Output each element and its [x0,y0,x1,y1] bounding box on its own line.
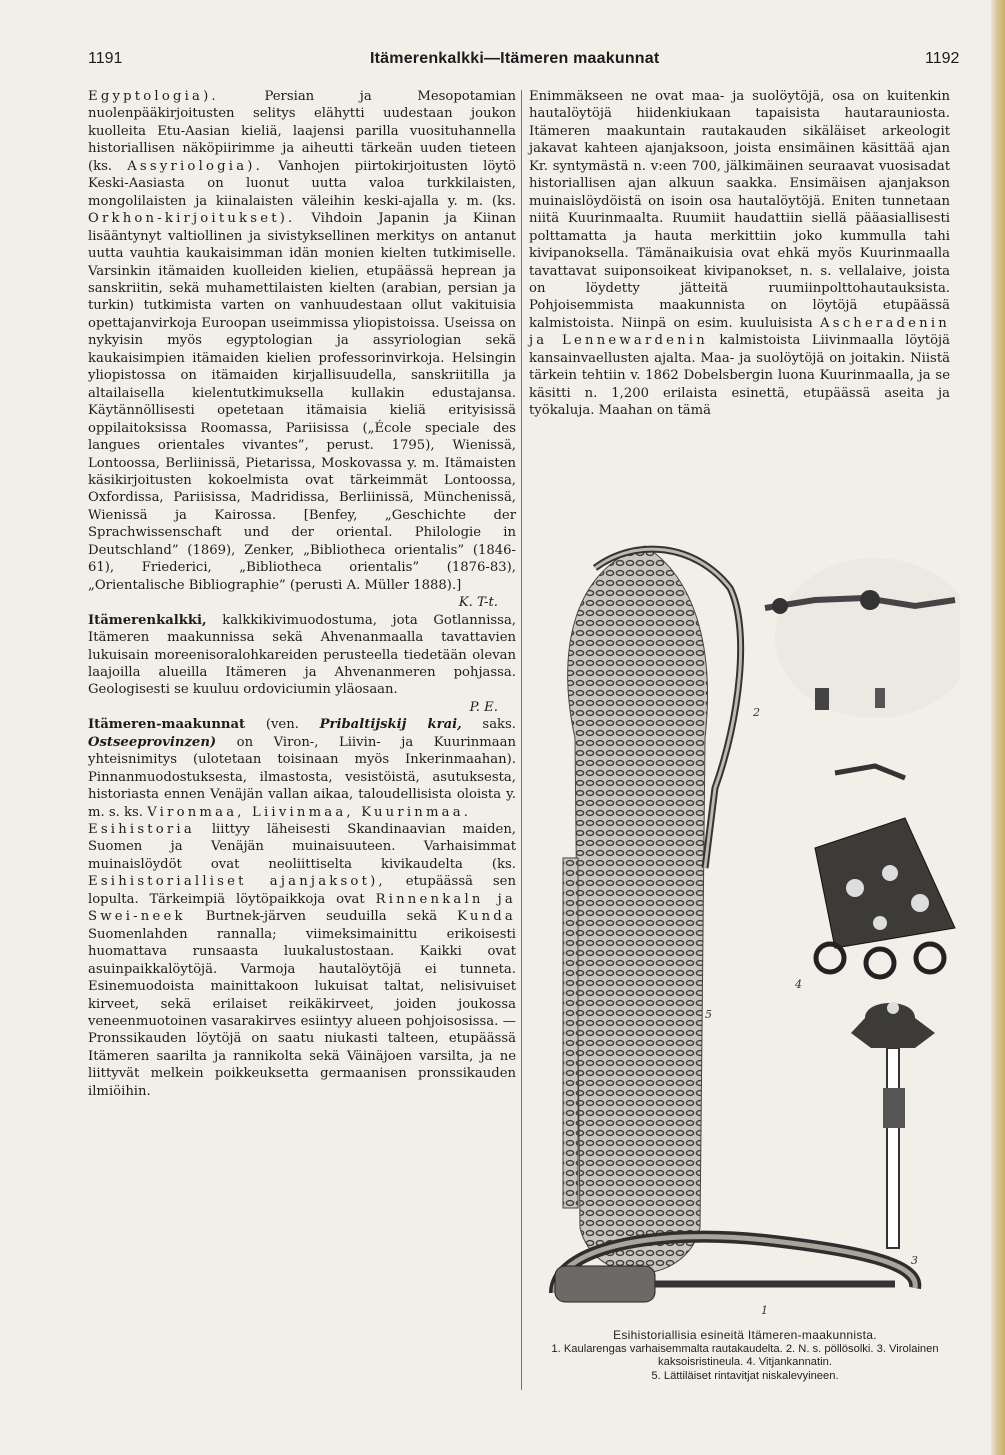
headword-itameren-maakunnat: Itämeren-maakunnat [88,717,246,733]
page-header [0,50,1005,76]
entry-itameren-maakunnat: Itämeren-maakunnat (ven. Pribaltijskij krai, saks. Ostseeprovinzen) on Viron-, Liivin- ja Kuurinmaan yhteisnimitys (ulotetaan toisinaan myös Inkerinmaahan). Pinnanmuodostuksesta, ilmastosta, vesistöistä, asutuksesta, historiasta ennen Venäjän vallan aikaa, taloudellisista oloista y. m. s. ks. Vironmaa, Liivinmaa, Kuurinmaa. [88,717,517,820]
paragraph-rautakausi: Enimmäkseen ne ovat maa- ja suolöytöjä, osa on kuitenkin hautalöytöjä hiidenkiukaan tapaisista hautarauniosta. Itämeren maakuntain rautakauden sikäläiset arkeologit jakavat kahteen ajanjaksoon, joista ensimäinen käsittää ajan Kr. syntymästä n. v:een 700, jälkimäinen seuraavat vuosisadat historiallisen ajan alkuun saakka. Ensimäisen ajanjakson muinaislöydöistä on isoin osa hautalöytöjä. Eniten tunnetaan niitä Kuurinmaalta. Ruumiit haudattiin siellä pääasiallisesti polttamatta ja hauta merkittiin joko kummulla tahi kivipanoksella. Tämänaikuisia ovat ehkä myös Kuurinmaalla tavattavat suiponsoikeat kivipanokset, n. s. vellalaive, joista on löydetty jätteitä ruumiinpolttohautauksista. Pohjoisemmista maakunnista on löytöjä etupäässä kalmistoista. Niinpä on esim. kuuluisista Ascheradenin ja Lennewardenin kalmistoista Liivinmaalla löytöjä kansainvaellusten ajalta. Maa- ja suolöytöjä on joitakin. Niistä tärkein tehtiin v. 1862 Dobelsbergin luona Kuurinmaalla, ja se käsitti n. 1,200 erilaista esinettä, etupäässä aseita ja työkaluja. Maahan on tämä [529,89,950,419]
page-edge [991,0,1005,1455]
caption-title: Esihistoriallisia esineitä Itämeren-maakunnista. [613,1328,877,1342]
figure-caption [535,1329,955,1383]
headword-itamerenkalkki: Itämerenkalkki, [88,612,207,628]
paragraph-orientalistics: Egyptologia). Persian ja Mesopotamian nuolenpääkirjoitusten selitys elähytti uudestaan joukon kuolleita Etu-Aasian kieliä, laajensi parilla vuosituhannella historiallisen näköpiirimme ja aiheutti tärkeän uuden tieteen (ks. Assyriologia). Vanhojen piirtokirjoitusten löytö Keski-Aasiasta on luonut uutta valoa turkkilaisten, mongolilaisten ja kiinalaisten väleihin keski-ajalla y. m. (ks. Orkhon-kirjoitukset). Vihdoin Japanin ja Kiinan lisääntynyt valtiollinen ja sivistyksellinen merkitys on antanut uutta vauhtia kaukaisimman idän monien kielten tutkimiselle. Varsinkin itämaiden kuolleiden kielien, etupäässä heprean ja sanskriitin, sekä muhamettilaisten kielten (arabian, persian ja turkin) tutkimista varten on vanhuudestaan ollut vakituisia opettajanvirkoja Euroopan useimmissa yliopistoissa. Useissa on nykyisin myös egyptologian ja assyriologian sekä kaukaisimpien itämaiden kielien professorinvirkoja. Helsingin yliopistossa on itämaiden kirjallisuudella, sanskriitilla ja altailaisella kielentutkimuksella kullakin edustajansa. Käytännöllisesti opetetaan itämaisia kieliä erityisissä oppilaitoksissa Roomassa, Pariisissa („École speciale des langues orientales vivantes”, perust. 1795), Wienissä, Lontoossa, Berliinissä, Pietarissa, Moskovassa y. m. Itämaisten käsikirjoitusten kokoelmista ovat tärkeimmät Lontoossa, Oxfordissa, Pariisissa, Madridissa, Berliinissä, Münchenissä, Wienissä ja Kairossa. [Benfey, „Geschichte der Sprachwissenschaft und der oriental. Philologie in Deutschland” (1869), Zenker, „Bibliotheca orientalis” (1846-61), Friederici, „Bibliotheca orientalis” (1876-83), „Orientalische Bibliographie” (perusti A. Müller 1888).] [88,89,516,593]
figure-label-3: 3 [911,1254,918,1267]
owl-brooch-drawing [765,558,960,778]
artifact-illustration [535,528,960,1328]
right-column [529,88,950,420]
page-number-left: 1191 [88,50,123,67]
artifact-drawing [535,528,960,1328]
figure-label-4: 4 [795,978,802,991]
left-column [88,88,516,1100]
paragraph-esihistoria: Esihistoria liittyy läheisesti Skandinaavian maiden, Suomen ja Venäjän muinaisuuteen. Varhaisimmat muinaislöydöt ovat neoliittiselta kivikaudelta (ks. Esihistorialliset ajanjaksot), etupäässä sen lopulta. Tärkeimpiä löytöpaikkoja ovat Rinnenkaln ja Swei-neek Burtnek-järven seuduilla sekä Kunda Suomenlahden rannalla; viimeksimainittu erikoisesti huomattava runsaasta luukalustostaan. Kaikki ovat asuinpaikkalöytöjä. Varmoja hautalöytöjä ei tunneta. Esinemuodoista mainittakoon lukuisat taltat, nelisivuiset kirveet, sekä erilaiset reikäkirveet, joiden joukossa veneenmuotoinen vasarakirves esiintyy alueen pohjoisosissa. — Pronssikauden löytöjä on saatu niukasti talteen, etupäässä Itämeren saarilta ja rannikolta sekä Väinäjoen varsilta, ja ne liittyvät melkein poikkeuksetta germaanisen pronssikauden ilmiöihin. [88,822,516,1099]
chain-holder-drawing [815,818,955,977]
caption-line-2: 5. Lättiläiset rintavitjat niskalevyineen. [651,1369,839,1382]
figure-label-2: 2 [753,706,760,719]
page-number-right: 1192 [925,50,960,67]
signature-2: P. E. [469,699,498,715]
figure-label-5: 5 [705,1008,712,1021]
neck-ring-drawing [555,1237,915,1302]
caption-line-1: 1. Kaularengas varhaisemmalta rautakaudelta. 2. N. s. pöllösolki. 3. Virolainen kaksoisristineula. 4. Vitjankannatin. [551,1342,939,1368]
breast-chains-drawing [563,546,741,1273]
column-divider [521,90,522,1390]
double-cross-pin-drawing [851,1002,935,1248]
signature-1: K. T-t. [458,595,498,611]
running-title: Itämerenkalkki—Itämeren maakunnat [370,50,660,67]
figure-label-1: 1 [761,1304,768,1317]
entry-itamerenkalkki: Itämerenkalkki, kalkkikivimuodostuma, jota Gotlannissa, Itämeren maakunnissa sekä Ahvenanmaalla tavattavien lukuisain moreenisoralohkareiden perusteella tiedetään olevan laajoilla alueilla Itämeren ja Ahvenanmeren pohjassa. Geologisesti se kuuluu ordoviciumin yläosaan. [88,612,516,698]
